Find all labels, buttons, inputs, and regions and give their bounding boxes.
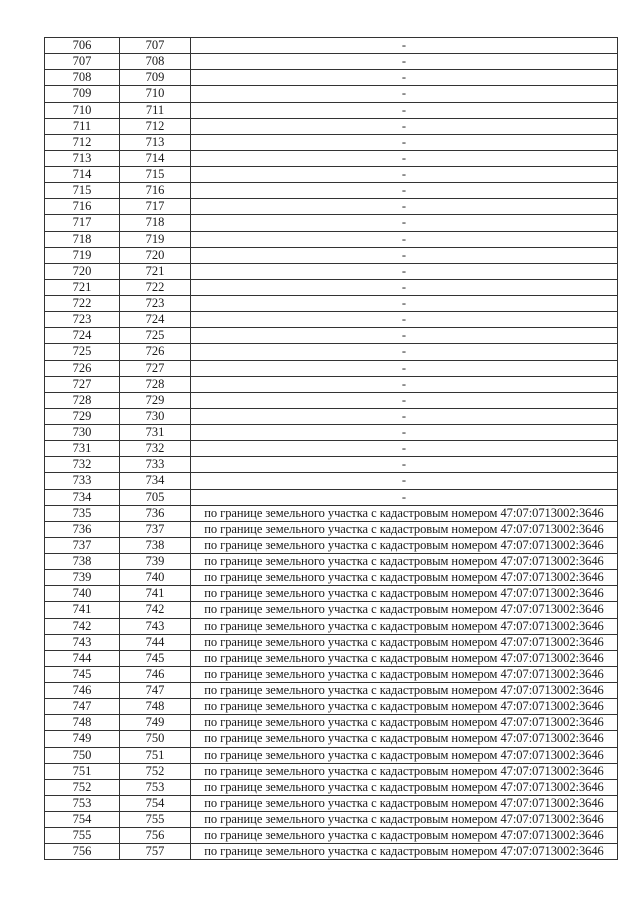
table-row [45, 634, 618, 650]
boundary-description-cell: - [191, 231, 618, 247]
table-row [45, 441, 618, 457]
point-to-cell: 749 [120, 715, 191, 731]
point-from-cell: 706 [45, 38, 120, 54]
point-to-cell: 734 [120, 473, 191, 489]
boundary-description-cell: - [191, 38, 618, 54]
boundary-description-cell: по границе земельного участка с кадастровым номером 47:07:0713002:3646 [191, 795, 618, 811]
point-from-cell: 750 [45, 747, 120, 763]
point-to-cell: 721 [120, 263, 191, 279]
boundary-description-cell: по границе земельного участка с кадастровым номером 47:07:0713002:3646 [191, 666, 618, 682]
point-to-cell: 716 [120, 183, 191, 199]
boundary-description-cell: - [191, 70, 618, 86]
boundary-description-cell: по границе земельного участка с кадастровым номером 47:07:0713002:3646 [191, 634, 618, 650]
boundary-description-cell: - [191, 441, 618, 457]
point-from-cell: 721 [45, 279, 120, 295]
boundary-description-cell: - [191, 118, 618, 134]
point-to-cell: 747 [120, 683, 191, 699]
point-to-cell: 717 [120, 199, 191, 215]
point-from-cell: 723 [45, 312, 120, 328]
table-row [45, 699, 618, 715]
table-row [45, 763, 618, 779]
table-row [45, 828, 618, 844]
table-row [45, 344, 618, 360]
boundary-description-cell: по границе земельного участка с кадастровым номером 47:07:0713002:3646 [191, 554, 618, 570]
point-from-cell: 740 [45, 586, 120, 602]
table-row [45, 666, 618, 682]
point-to-cell: 712 [120, 118, 191, 134]
point-from-cell: 709 [45, 86, 120, 102]
boundary-description-cell: - [191, 425, 618, 441]
table-row [45, 328, 618, 344]
table-row [45, 167, 618, 183]
boundary-description-cell: по границе земельного участка с кадастровым номером 47:07:0713002:3646 [191, 505, 618, 521]
table-row [45, 263, 618, 279]
boundary-description-cell: - [191, 328, 618, 344]
boundary-description-cell: - [191, 247, 618, 263]
point-to-cell: 756 [120, 828, 191, 844]
table-row [45, 279, 618, 295]
point-from-cell: 751 [45, 763, 120, 779]
boundary-description-cell: - [191, 408, 618, 424]
point-from-cell: 742 [45, 618, 120, 634]
boundary-description-cell: по границе земельного участка с кадастровым номером 47:07:0713002:3646 [191, 828, 618, 844]
table-row [45, 521, 618, 537]
point-from-cell: 729 [45, 408, 120, 424]
table-row [45, 457, 618, 473]
point-from-cell: 737 [45, 537, 120, 553]
table-row [45, 54, 618, 70]
table-row [45, 376, 618, 392]
point-from-cell: 744 [45, 650, 120, 666]
table-row [45, 731, 618, 747]
point-from-cell: 708 [45, 70, 120, 86]
boundary-description-cell: - [191, 150, 618, 166]
point-from-cell: 727 [45, 376, 120, 392]
table-row [45, 473, 618, 489]
boundary-description-cell: - [191, 102, 618, 118]
point-to-cell: 742 [120, 602, 191, 618]
table-row [45, 844, 618, 860]
point-to-cell: 725 [120, 328, 191, 344]
point-from-cell: 754 [45, 812, 120, 828]
point-to-cell: 713 [120, 134, 191, 150]
boundary-description-cell: - [191, 199, 618, 215]
table-row [45, 296, 618, 312]
point-to-cell: 738 [120, 537, 191, 553]
table-row [45, 86, 618, 102]
point-to-cell: 728 [120, 376, 191, 392]
boundary-description-cell: - [191, 167, 618, 183]
point-to-cell: 737 [120, 521, 191, 537]
boundary-description-cell: по границе земельного участка с кадастровым номером 47:07:0713002:3646 [191, 602, 618, 618]
point-from-cell: 728 [45, 392, 120, 408]
table-row [45, 70, 618, 86]
table-row [45, 392, 618, 408]
boundary-description-cell: по границе земельного участка с кадастровым номером 47:07:0713002:3646 [191, 537, 618, 553]
point-from-cell: 746 [45, 683, 120, 699]
boundary-description-cell: по границе земельного участка с кадастровым номером 47:07:0713002:3646 [191, 650, 618, 666]
point-to-cell: 707 [120, 38, 191, 54]
boundary-description-cell: - [191, 54, 618, 70]
boundary-description-cell: - [191, 296, 618, 312]
point-to-cell: 746 [120, 666, 191, 682]
table-row [45, 715, 618, 731]
boundary-description-cell: по границе земельного участка с кадастровым номером 47:07:0713002:3646 [191, 570, 618, 586]
boundary-description-cell: по границе земельного участка с кадастровым номером 47:07:0713002:3646 [191, 779, 618, 795]
point-to-cell: 739 [120, 554, 191, 570]
point-to-cell: 724 [120, 312, 191, 328]
point-to-cell: 736 [120, 505, 191, 521]
boundary-description-cell: по границе земельного участка с кадастровым номером 47:07:0713002:3646 [191, 812, 618, 828]
boundary-points-table [44, 37, 618, 860]
boundary-description-cell: - [191, 279, 618, 295]
table-row [45, 747, 618, 763]
point-to-cell: 718 [120, 215, 191, 231]
table-row [45, 570, 618, 586]
table-row [45, 231, 618, 247]
point-from-cell: 713 [45, 150, 120, 166]
point-from-cell: 720 [45, 263, 120, 279]
table-row [45, 183, 618, 199]
point-to-cell: 748 [120, 699, 191, 715]
point-from-cell: 738 [45, 554, 120, 570]
boundary-description-cell: по границе земельного участка с кадастровым номером 47:07:0713002:3646 [191, 699, 618, 715]
table-row [45, 199, 618, 215]
point-from-cell: 724 [45, 328, 120, 344]
point-from-cell: 730 [45, 425, 120, 441]
boundary-description-cell: - [191, 489, 618, 505]
point-to-cell: 714 [120, 150, 191, 166]
point-to-cell: 730 [120, 408, 191, 424]
table-row [45, 102, 618, 118]
point-from-cell: 735 [45, 505, 120, 521]
point-from-cell: 741 [45, 602, 120, 618]
boundary-description-cell: - [191, 344, 618, 360]
point-to-cell: 723 [120, 296, 191, 312]
point-from-cell: 722 [45, 296, 120, 312]
point-from-cell: 749 [45, 731, 120, 747]
table-row [45, 586, 618, 602]
table-row [45, 650, 618, 666]
point-to-cell: 745 [120, 650, 191, 666]
table-row [45, 505, 618, 521]
point-from-cell: 747 [45, 699, 120, 715]
point-to-cell: 754 [120, 795, 191, 811]
table-row [45, 215, 618, 231]
boundary-description-cell: - [191, 473, 618, 489]
table-row [45, 118, 618, 134]
point-to-cell: 715 [120, 167, 191, 183]
point-to-cell: 705 [120, 489, 191, 505]
table-row [45, 795, 618, 811]
point-to-cell: 732 [120, 441, 191, 457]
point-from-cell: 753 [45, 795, 120, 811]
boundary-description-cell: - [191, 86, 618, 102]
point-from-cell: 725 [45, 344, 120, 360]
table-row [45, 683, 618, 699]
table-row [45, 602, 618, 618]
point-to-cell: 743 [120, 618, 191, 634]
point-from-cell: 726 [45, 360, 120, 376]
boundary-description-cell: по границе земельного участка с кадастровым номером 47:07:0713002:3646 [191, 844, 618, 860]
point-to-cell: 741 [120, 586, 191, 602]
point-from-cell: 739 [45, 570, 120, 586]
point-to-cell: 722 [120, 279, 191, 295]
table-row [45, 408, 618, 424]
point-from-cell: 711 [45, 118, 120, 134]
table-row [45, 312, 618, 328]
point-to-cell: 731 [120, 425, 191, 441]
point-to-cell: 744 [120, 634, 191, 650]
table-row [45, 489, 618, 505]
point-from-cell: 748 [45, 715, 120, 731]
table-row [45, 779, 618, 795]
point-from-cell: 707 [45, 54, 120, 70]
boundary-description-cell: - [191, 392, 618, 408]
point-from-cell: 718 [45, 231, 120, 247]
boundary-description-cell: - [191, 134, 618, 150]
point-from-cell: 732 [45, 457, 120, 473]
boundary-description-cell: - [191, 360, 618, 376]
point-from-cell: 719 [45, 247, 120, 263]
point-from-cell: 734 [45, 489, 120, 505]
boundary-description-cell: по границе земельного участка с кадастровым номером 47:07:0713002:3646 [191, 618, 618, 634]
point-to-cell: 708 [120, 54, 191, 70]
point-to-cell: 752 [120, 763, 191, 779]
point-from-cell: 752 [45, 779, 120, 795]
table-row [45, 812, 618, 828]
boundary-description-cell: - [191, 183, 618, 199]
point-from-cell: 715 [45, 183, 120, 199]
point-to-cell: 726 [120, 344, 191, 360]
table-row [45, 554, 618, 570]
point-to-cell: 755 [120, 812, 191, 828]
point-from-cell: 755 [45, 828, 120, 844]
point-from-cell: 745 [45, 666, 120, 682]
boundary-description-cell: - [191, 215, 618, 231]
point-to-cell: 757 [120, 844, 191, 860]
point-to-cell: 740 [120, 570, 191, 586]
point-to-cell: 720 [120, 247, 191, 263]
boundary-description-cell: по границе земельного участка с кадастровым номером 47:07:0713002:3646 [191, 747, 618, 763]
point-from-cell: 736 [45, 521, 120, 537]
boundary-description-cell: - [191, 263, 618, 279]
point-to-cell: 733 [120, 457, 191, 473]
boundary-description-cell: по границе земельного участка с кадастровым номером 47:07:0713002:3646 [191, 763, 618, 779]
boundary-description-cell: - [191, 312, 618, 328]
point-from-cell: 733 [45, 473, 120, 489]
table-row [45, 537, 618, 553]
point-to-cell: 711 [120, 102, 191, 118]
point-from-cell: 743 [45, 634, 120, 650]
boundary-description-cell: по границе земельного участка с кадастровым номером 47:07:0713002:3646 [191, 731, 618, 747]
point-to-cell: 753 [120, 779, 191, 795]
table-row [45, 360, 618, 376]
point-from-cell: 717 [45, 215, 120, 231]
table-row [45, 38, 618, 54]
table-row [45, 247, 618, 263]
point-to-cell: 727 [120, 360, 191, 376]
point-to-cell: 750 [120, 731, 191, 747]
table-row [45, 150, 618, 166]
point-from-cell: 716 [45, 199, 120, 215]
boundary-description-cell: по границе земельного участка с кадастровым номером 47:07:0713002:3646 [191, 521, 618, 537]
point-from-cell: 714 [45, 167, 120, 183]
point-from-cell: 710 [45, 102, 120, 118]
point-to-cell: 710 [120, 86, 191, 102]
point-from-cell: 731 [45, 441, 120, 457]
table-row [45, 134, 618, 150]
boundary-description-cell: - [191, 376, 618, 392]
point-to-cell: 709 [120, 70, 191, 86]
point-to-cell: 719 [120, 231, 191, 247]
point-to-cell: 729 [120, 392, 191, 408]
point-from-cell: 756 [45, 844, 120, 860]
boundary-description-cell: по границе земельного участка с кадастровым номером 47:07:0713002:3646 [191, 683, 618, 699]
point-from-cell: 712 [45, 134, 120, 150]
boundary-description-cell: - [191, 457, 618, 473]
boundary-description-cell: по границе земельного участка с кадастровым номером 47:07:0713002:3646 [191, 715, 618, 731]
boundary-description-cell: по границе земельного участка с кадастровым номером 47:07:0713002:3646 [191, 586, 618, 602]
table-row [45, 618, 618, 634]
point-to-cell: 751 [120, 747, 191, 763]
table-row [45, 425, 618, 441]
table-body [45, 38, 618, 860]
